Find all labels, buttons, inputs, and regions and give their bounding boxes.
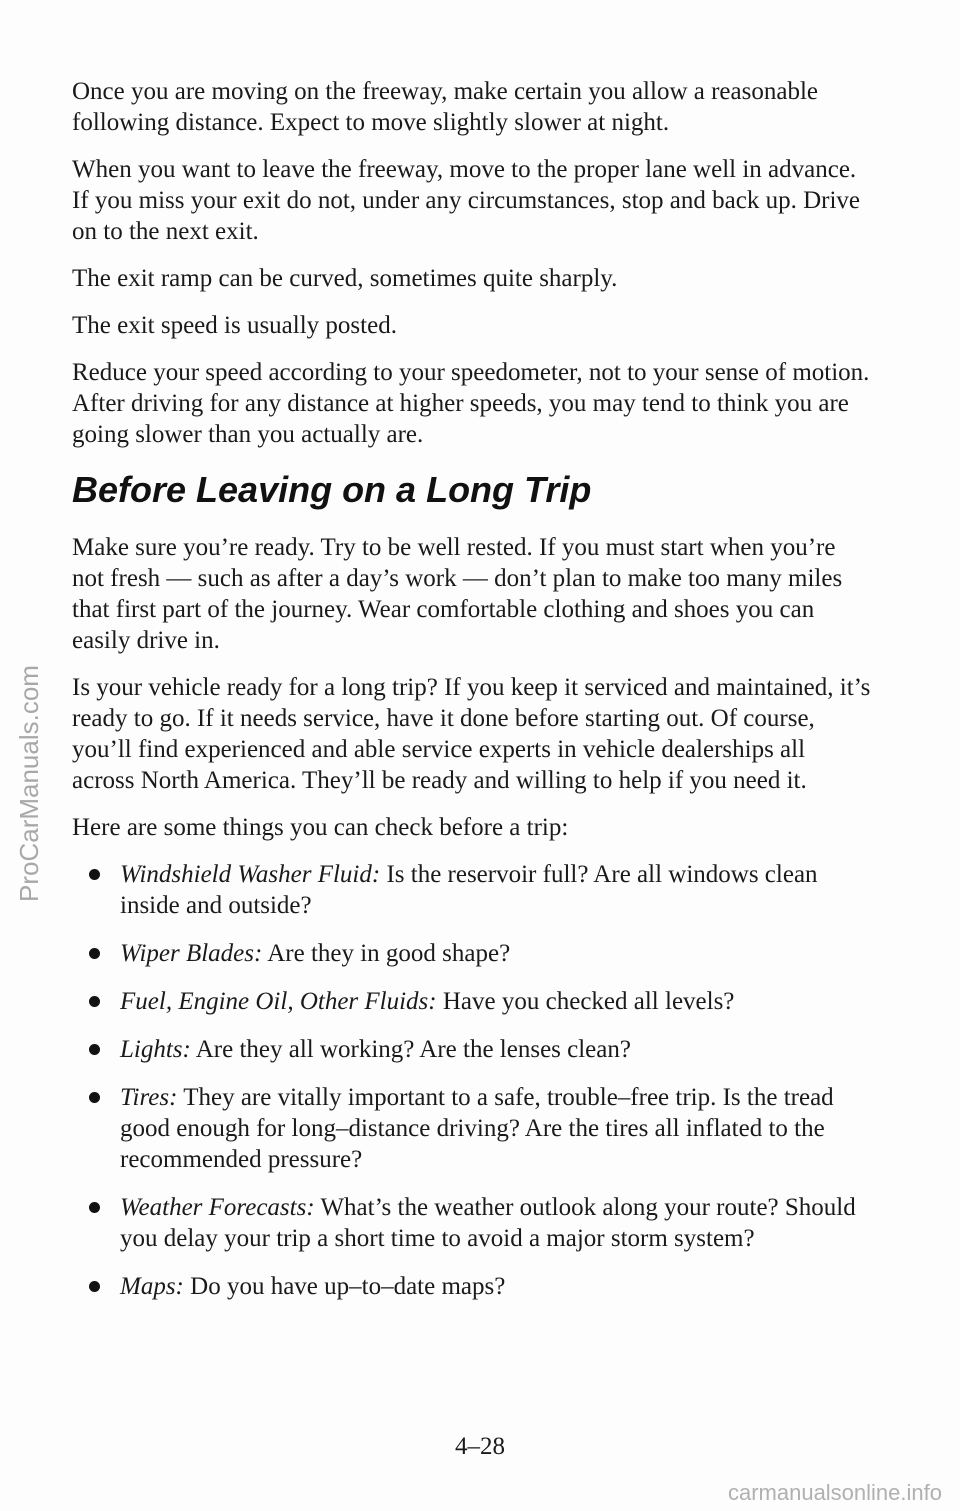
page-content [72,76,872,1319]
checklist-item-weather [72,1192,872,1254]
paragraph-reduce-speed: Reduce your speed according to your speedometer, not to your sense of motion. After driving for any distance at higher speeds, you may tend to think you are going slower than you actually are. [72,359,870,448]
checklist-term: Maps: [120,1273,184,1300]
checklist-text: Do you have up–to–date maps? [183,1273,506,1300]
bullet-icon [89,1281,100,1292]
checklist-item-wiper-blades [72,938,872,969]
checklist-item-washer-fluid [72,859,872,921]
checklist-item-maps [72,1271,872,1302]
checklist-text: Are they in good shape? [262,940,511,967]
checklist-term: Wiper Blades: [120,940,263,967]
checklist-text: Have you checked all levels? [436,988,735,1015]
paragraph-be-ready: Make sure you’re ready. Try to be well rested. If you must start when you’re not fresh — such as after a day’s work — don’t plan to make too many miles that first part of the journey. Wear comfortable clothing and shoes you can easily drive in. [72,534,843,654]
bullet-icon [89,1044,100,1055]
bullet-icon [89,948,100,959]
page-number: 4–28 [455,1433,505,1460]
trip-checklist [72,859,872,1302]
paragraph-exit-speed: The exit speed is usually posted. [72,312,397,339]
paragraph-vehicle-ready: Is your vehicle ready for a long trip? If you keep it serviced and maintained, it’s ready to go. If it needs service, have it done before starting out. Of course, you’ll find experienced and able service experts in vehicle dealerships all across North America. They’ll be ready and willing to help if you need it. [72,674,871,794]
checklist-item-lights [72,1034,872,1065]
bullet-icon [89,1202,100,1213]
checklist-text: Are they all working? Are the lenses clean? [190,1036,631,1063]
side-watermark: ProCarManuals.com [14,665,44,902]
checklist-term: Fuel, Engine Oil, Other Fluids: [120,988,437,1015]
paragraph-following-distance: Once you are moving on the freeway, make certain you allow a reasonable following distance. Expect to move slightly slower at night. [72,78,818,136]
bullet-icon [89,869,100,880]
section-heading: Before Leaving on a Long Trip [72,469,592,510]
paragraph-leaving-freeway: When you want to leave the freeway, move to the proper lane well in advance. If you miss your exit do not, under any circumstances, stop and back up. Drive on to the next exit. [72,156,861,245]
checklist-item-tires [72,1082,872,1175]
paragraph-checklist-intro: Here are some things you can check before a trip: [72,814,569,841]
paragraph-exit-ramp: The exit ramp can be curved, sometimes quite sharply. [72,265,618,292]
checklist-term: Weather Forecasts: [120,1194,315,1221]
checklist-text: What’s the weather outlook along your route? Should you delay your trip a short time to avoid a major storm system? [120,1194,856,1252]
checklist-item-fluids [72,986,872,1017]
checklist-term: Tires: [120,1084,178,1111]
bullet-icon [89,1092,100,1103]
bottom-watermark: carmanualsonline.info [727,1480,942,1505]
bullet-icon [89,996,100,1007]
checklist-text: Is the reservoir full? Are all windows clean inside and outside? [120,861,818,919]
checklist-term: Lights: [120,1036,191,1063]
checklist-text: They are vitally important to a safe, trouble–free trip. Is the tread good enough for long–distance driving? Are the tires all inflated to the recommended pressure? [120,1084,834,1173]
checklist-term: Windshield Washer Fluid: [120,861,381,888]
